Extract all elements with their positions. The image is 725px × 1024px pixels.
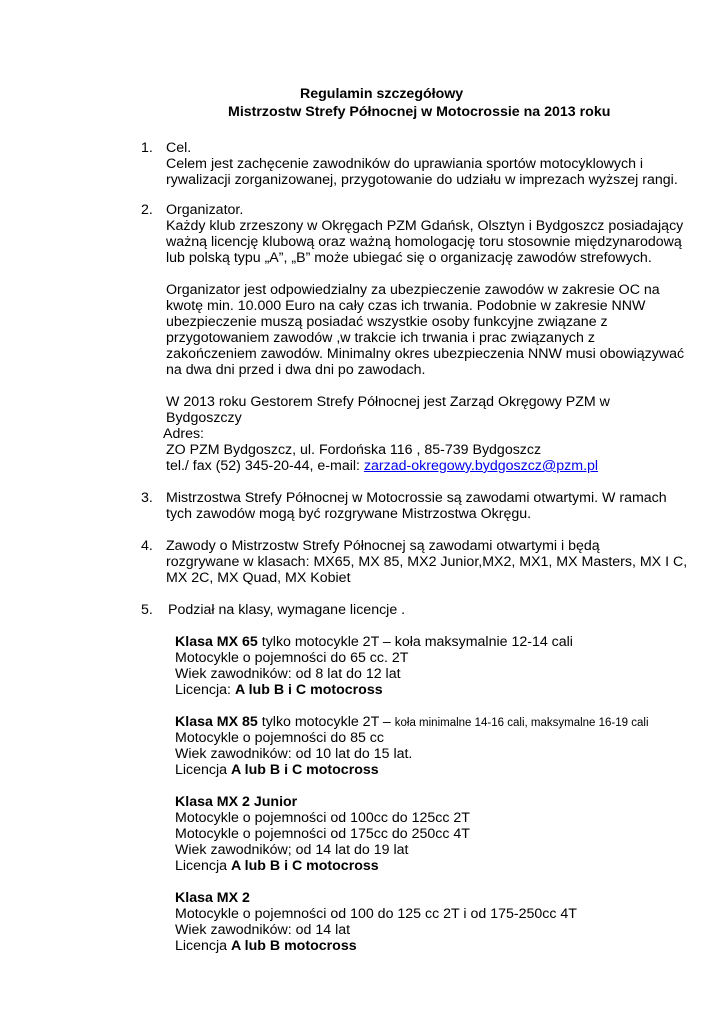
license-label: Licencja (175, 938, 231, 954)
section-2-address-label: Adres: (163, 426, 205, 442)
class-mx2-license (175, 938, 357, 954)
class-mx2-junior-license (175, 858, 379, 874)
section-1-number: 1. (141, 140, 153, 156)
section-2-gestor-text: W 2013 roku Gestorem Strefy Północnej jest Zarząd Okręgowy PZM w (166, 394, 610, 410)
section-2-insurance-text: Organizator jest odpowiedzialny za ubezpieczenie zawodów w zakresie OC na (166, 282, 660, 298)
license-value: A lub B i C motocross (234, 682, 383, 698)
section-1-heading: Cel. (166, 140, 192, 156)
section-2-heading: Organizator. (166, 202, 244, 218)
class-mx65-capacity: Motocykle o pojemności do 65 cc. 2T (175, 650, 409, 666)
class-mx85-capacity: Motocykle o pojemności do 85 cc (175, 730, 384, 746)
class-mx65-license (175, 682, 383, 698)
section-2-insurance-text: kwotę min. 10.000 Euro na cały czas ich trwania. Podobnie w zakresie NNW (166, 298, 646, 314)
class-mx85-name: Klasa MX 85 (175, 714, 258, 730)
section-2-insurance-text: przygotowaniem zawodów ,w trakcie ich trwania i prac związanych z (166, 330, 595, 346)
class-mx2-age: Wiek zawodników: od 14 lat (175, 922, 351, 938)
section-2-insurance-text: ubezpieczenie muszą posiadać wszystkie osoby funkcyjne związane z (166, 314, 608, 330)
section-2-address: ZO PZM Bydgoszcz, ul. Fordońska 116 , 85-739 Bydgoszcz (166, 442, 542, 458)
class-mx85-title (175, 714, 649, 731)
license-label: Licencja: (175, 682, 235, 698)
title-line-1: Regulamin szczegółowy (300, 86, 464, 102)
class-mx65-name: Klasa MX 65 (175, 634, 258, 650)
section-2-text: lub polską typu „A”, „B” może ubiegać się o organizację zawodów strefowych. (166, 250, 652, 266)
license-value: A lub B i C motocross (231, 762, 379, 778)
section-4-text: Zawody o Mistrzostw Strefy Północnej są zawodami otwartymi i będą (166, 538, 600, 554)
section-2-number: 2. (141, 202, 153, 218)
section-1-text: rywalizacji zorganizowanej, przygotowanie do udziału w imprezach wyższej rangi. (166, 172, 678, 188)
class-mx65-title (175, 634, 573, 650)
contact-phone-fax: tel./ fax (52) 345-20-44, e-mail: (166, 458, 364, 474)
section-5-number: 5. (141, 602, 153, 618)
class-mx85-age: Wiek zawodników: od 10 lat do 15 lat. (175, 746, 413, 762)
class-mx65-age: Wiek zawodników: od 8 lat do 12 lat (175, 666, 401, 682)
section-2-text: ważną licencję klubową oraz ważną homologację toru stosownie międzynarodową (166, 234, 682, 250)
section-1-text: Celem jest zachęcenie zawodników do uprawiania sportów motocyklowych i (166, 156, 644, 172)
section-3-number: 3. (141, 490, 153, 506)
class-mx2-capacity: Motocykle o pojemności od 100 do 125 cc 2T i od 175-250cc 4T (175, 906, 577, 922)
class-mx85-wheels: koła minimalne 14-16 cali, maksymalne 16-19 cali (394, 717, 649, 729)
class-mx2-junior-capacity-2t: Motocykle o pojemności od 100cc do 125cc 2T (175, 810, 470, 826)
license-value: A lub B motocross (231, 938, 357, 954)
section-4-number: 4. (141, 538, 153, 554)
section-2-insurance-text: zakończeniem zawodów. Minimalny okres ubezpieczenia NNW musi obowiązywać (166, 346, 685, 362)
section-2-gestor-text: Bydgoszczy (166, 410, 242, 426)
section-2-text: Każdy klub zrzeszony w Okręgach PZM Gdańsk, Olsztyn i Bydgoszcz posiadający (166, 218, 684, 234)
class-mx2-junior-capacity-4t: Motocykle o pojemności od 175cc do 250cc 4T (175, 826, 470, 842)
license-label: Licencja (175, 762, 231, 778)
class-mx65-desc: tylko motocykle 2T – koła maksymalnie 12-14 cali (257, 634, 573, 650)
section-3-text: tych zawodów mogą być rozgrywane Mistrzostwa Okręgu. (166, 506, 532, 522)
class-mx85-license (175, 762, 379, 778)
class-mx2-junior-age: Wiek zawodników; od 14 lat do 19 lat (175, 842, 409, 858)
section-5-heading: Podział na klasy, wymagane licencje . (168, 602, 406, 618)
license-value: A lub B i C motocross (231, 858, 379, 874)
section-3-text: Mistrzostwa Strefy Północnej w Motocrossie są zawodami otwartymi. W ramach (166, 490, 667, 506)
class-mx85-desc: tylko motocykle 2T – (257, 714, 395, 730)
class-mx2-name: Klasa MX 2 (175, 890, 250, 906)
email-link[interactable]: zarzad-okregowy.bydgoszcz@pzm.pl (363, 458, 599, 474)
section-4-text: MX 2C, MX Quad, MX Kobiet (166, 570, 351, 586)
title-line-2: Mistrzostw Strefy Północnej w Motocrossie na 2013 roku (228, 104, 611, 120)
section-2-insurance-text: na dwa dni przed i dwa dni po zawodach. (166, 362, 426, 378)
license-label: Licencja (175, 858, 231, 874)
section-2-contact (166, 458, 598, 474)
class-mx2-junior-name: Klasa MX 2 Junior (175, 794, 298, 810)
section-4-text: rozgrywane w klasach: MX65, MX 85, MX2 Junior,MX2, MX1, MX Masters, MX I C, (166, 554, 688, 570)
